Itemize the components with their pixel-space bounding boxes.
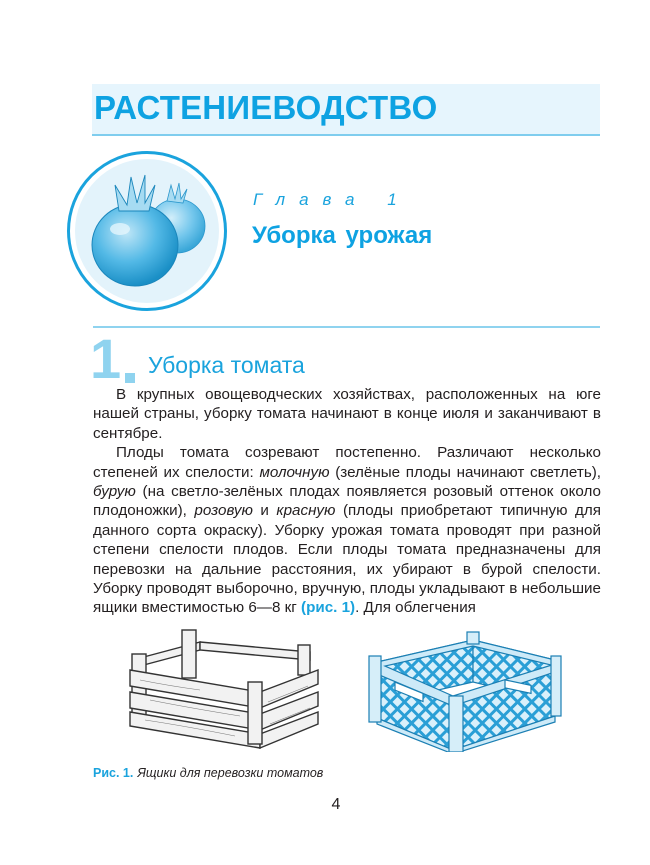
section-number-dot — [125, 373, 135, 383]
caption-label: Рис. 1. — [93, 766, 134, 780]
figure-caption — [93, 766, 323, 780]
chapter-label: Глава 1 — [253, 190, 411, 209]
page-number: 4 — [331, 796, 341, 813]
text-run: (на светло-зелёных плодах появляется розовый оттенок около плодоножки), — [93, 483, 601, 520]
caption-text: Ящики для перевозки томатов — [137, 766, 324, 780]
paragraph-1: В крупных овощеводческих хозяйствах, расположенных на юге нашей страны, уборку томата начинают в конце июля и заканчивают в сентябре. — [93, 386, 601, 442]
text-run: и — [252, 502, 277, 520]
section-number: 1 — [90, 327, 122, 390]
tomato-icon — [75, 159, 219, 303]
plastic-crate-icon — [355, 622, 570, 752]
term-red: красную — [276, 502, 336, 520]
chapter-title: Уборка урожая — [252, 222, 433, 249]
body-text — [93, 385, 601, 618]
term-milky: молочную — [259, 463, 330, 481]
wooden-crate-icon — [120, 620, 330, 750]
term-pink: розовую — [194, 502, 253, 520]
section-divider — [93, 326, 600, 328]
text-run: Плоды томата созревают постепенно. Различают несколько степеней их спелости: — [93, 444, 601, 481]
text-run: (зелёные плоды начинают светлеть), — [329, 463, 602, 481]
figure-reference: (рис. 1) — [301, 599, 356, 617]
part-title: РАСТЕНИЕВОДСТВО — [94, 89, 438, 126]
text-run: . Для облегчения — [355, 599, 476, 617]
part-header — [92, 84, 600, 136]
section-title: Уборка томата — [148, 352, 305, 378]
chapter-emblem — [67, 151, 227, 311]
text-run: (плоды приобретают типичную для данного сорта окраску). Уборку урожая томата проводят при разной степени спелости плодов. Если плоды томата предназначены для перевозки на дальние расстояния, их убирают в бурой спелости. Уборку проводят выборочно, вручную, плоды укладывают в небольшие ящики вместимостью 6—8 кг — [93, 502, 601, 617]
term-brown: бурую — [93, 483, 136, 501]
paragraph-2 — [93, 443, 601, 618]
